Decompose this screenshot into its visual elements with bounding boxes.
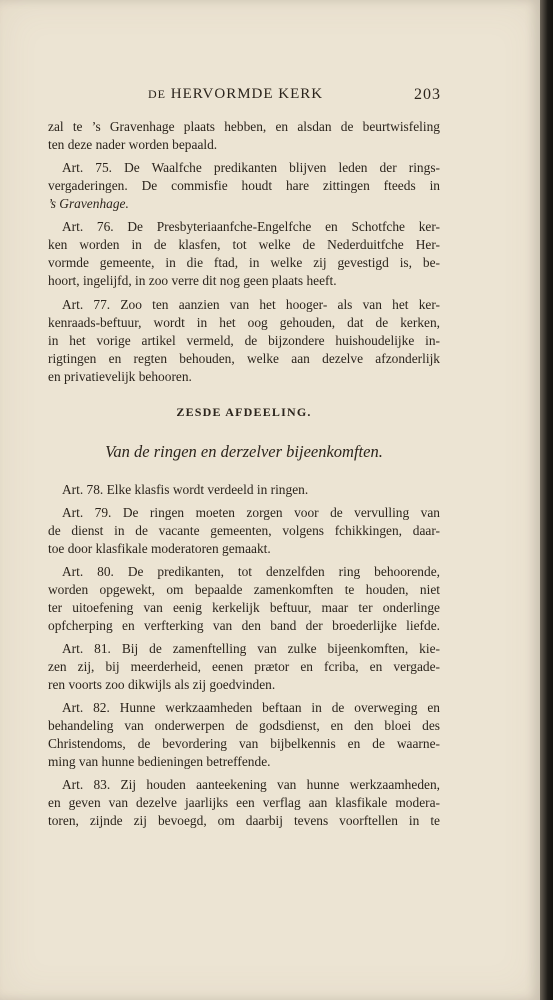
text-line: Art. 79. De ringen moeten zorgen voor de vervulling van xyxy=(62,505,440,520)
text-line: ming van hunne bedieningen betreffende. xyxy=(48,754,271,769)
text-line: Christendoms, de bevordering van bijbelkennis en de waarne- xyxy=(48,736,440,751)
text-line: ter uitoefening van eenig kerkelijk beftuur, maar ter onderlinge xyxy=(48,600,440,615)
section-heading: ZESDE AFDEELING. xyxy=(176,405,312,419)
text-line: en geven van dezelve jaarlijks een verflag aan klasfikale modera- xyxy=(48,795,440,810)
text-line: Art. 77. Zoo ten aanzien van het hooger- als van het ker- xyxy=(62,297,440,312)
text-line: vormde gemeente, in die ftad, in welke zij gevestigd is, be- xyxy=(48,255,440,270)
text-line: kenraads-beftuur, wordt in het oog gehouden, dat de kerken, xyxy=(48,315,440,330)
text-line: in het vorige artikel vermeld, de bijzondere huishoudelijke in- xyxy=(48,333,440,348)
text-line: ken worden in de klasfen, tot welke de Nederduitfche Her- xyxy=(48,237,440,252)
running-title-prefix: DE xyxy=(148,87,166,101)
running-title-main: HERVORMDE KERK xyxy=(170,86,324,102)
page-number: 203 xyxy=(414,86,441,103)
text-line: toren, zijnde zij bevoegd, om daarbij tevens voorftellen in te xyxy=(48,813,440,828)
text-line: behandeling van onderwerpen de godsdienst, en den bloei des xyxy=(48,718,440,733)
section-subheading: Van de ringen en derzelver bijeenkomften. xyxy=(105,442,383,461)
text-line: toe door klasfikale moderatoren gemaakt. xyxy=(48,541,271,556)
text-line: ’s Gravenhage. xyxy=(48,196,129,211)
text-line: Art. 80. De predikanten, tot denzelfden ring behoorende, xyxy=(62,564,440,579)
text-line: Art. 82. Hunne werkzaamheden beftaan in de overweging en xyxy=(62,700,440,715)
running-title xyxy=(148,86,323,103)
text-line: zen zij, bij meerderheid, eenen prætor en fcriba, en vergade- xyxy=(48,659,440,674)
text-line: hoort, ingelijfd, in zoo verre dit nog geen plaats heeft. xyxy=(48,273,337,288)
text-line: zal te ’s Gravenhage plaats hebben, en alsdan de beurtwisfeling xyxy=(48,119,440,134)
text-line: de dienst in de vacante gemeenten, volgens fchikkingen, daar- xyxy=(48,523,440,538)
text-line: Art. 78. Elke klasfis wordt verdeeld in ringen. xyxy=(62,482,309,497)
text-line: opfcherping en verfterking van den band der broederlijke liefde. xyxy=(48,618,440,633)
text-line: Art. 76. De Presbyteriaanfche-Engelfche en Schotfche ker- xyxy=(62,219,440,234)
book-edge xyxy=(540,0,553,1000)
text-line: vergaderingen. De commisfie houdt hare zittingen fteeds in xyxy=(48,178,440,193)
text-line: Art. 81. Bij de zamenftelling van zulke bijeenkomften, kie- xyxy=(62,641,440,656)
text-line: en privatievelijk behooren. xyxy=(48,369,192,384)
text-line: rigtingen en regten behouden, welke aan dezelve afzonderlijk xyxy=(48,351,440,366)
text-line: worden opgewekt, om bepaalde zamenkomften te houden, niet xyxy=(48,582,440,597)
text-line: ren voorts zoo dikwijls als zij goedvinden. xyxy=(48,677,276,692)
text-line: ten deze nader worden bepaald. xyxy=(48,137,218,152)
text-line: Art. 75. De Waalfche predikanten blijven leden der rings- xyxy=(62,160,440,175)
text-line: Art. 83. Zij houden aanteekening van hunne werkzaamheden, xyxy=(62,777,440,792)
